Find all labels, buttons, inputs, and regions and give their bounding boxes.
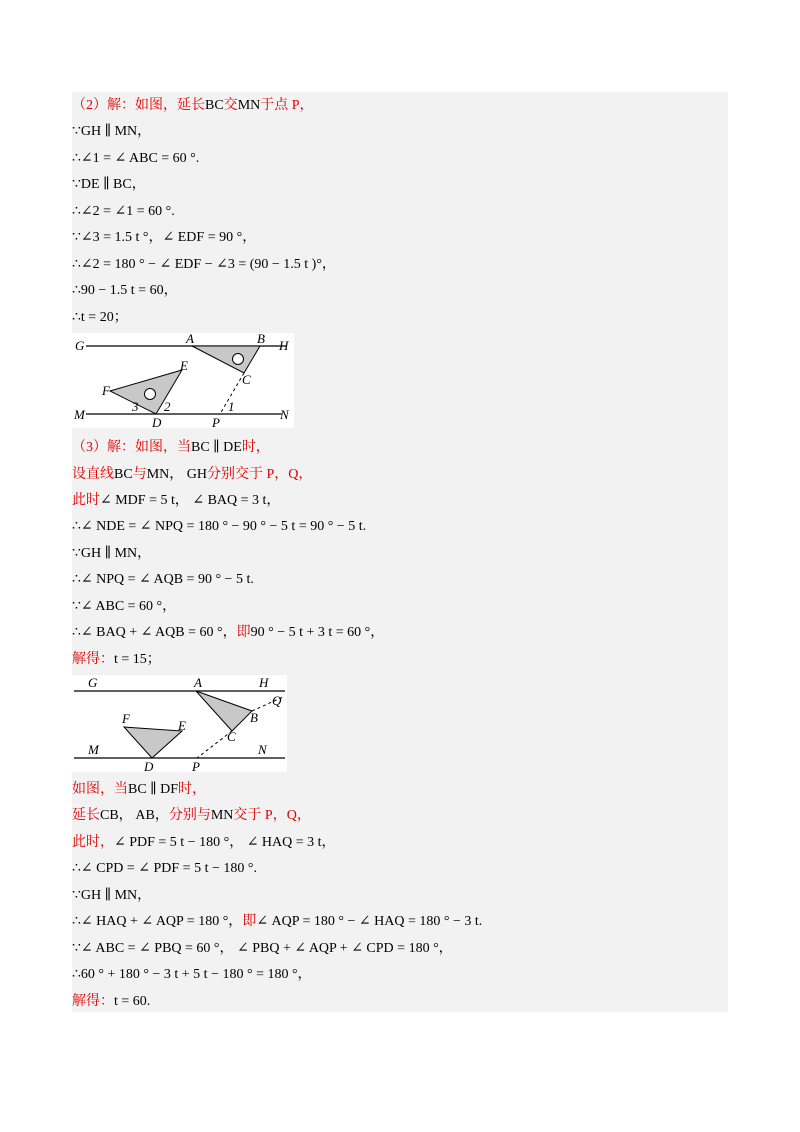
label-f: F <box>122 711 130 726</box>
solution-annotation: 此时， <box>72 835 114 850</box>
solution-line <box>72 936 453 962</box>
solution-math: t = 60. <box>114 994 151 1009</box>
solution-math: ∴∠2 = ∠1 = 60 °. <box>72 204 175 219</box>
solution-math: ∵∠ ABC = ∠ PBQ = 60 °， ∠ PBQ + ∠ AQP + ∠ CPD = 180 °， <box>72 941 453 956</box>
solution-math: ∵GH ∥ MN， <box>72 546 152 561</box>
label-d: D <box>144 759 154 772</box>
label-e: E <box>178 718 186 733</box>
solution-math: ∠ AQP = 180 ° − ∠ HAQ = 180 ° − 3 t. <box>256 914 483 929</box>
figure-2 <box>72 675 287 772</box>
solution-line <box>72 225 256 251</box>
solution-math: MN <box>210 808 234 823</box>
solution-math: ∵DE ∥ BC， <box>72 177 146 192</box>
label-n: N <box>258 742 267 757</box>
label-n: N <box>280 407 289 422</box>
figure-1 <box>72 333 294 428</box>
solution-annotation: 设直线 <box>72 467 114 482</box>
solution-math: ∴t = 20； <box>72 310 128 325</box>
solution-math: t = 15； <box>114 652 161 667</box>
solution-math: ∴∠2 = 180 ° − ∠ EDF − ∠3 = (90 − 1.5 t )°， <box>72 257 336 272</box>
solution-math: 90 ° − 5 t + 3 t = 60 °， <box>250 625 385 640</box>
solution-annotation: 即 <box>236 625 251 640</box>
solution-math: MN， GH <box>146 467 207 482</box>
solution-line <box>72 278 178 304</box>
circle-marker <box>145 389 156 400</box>
solution-line <box>72 594 176 620</box>
label-p: P <box>192 759 200 772</box>
solution-math: ∴∠1 = ∠ ABC = 60 °. <box>72 151 200 166</box>
solution-line <box>72 962 312 988</box>
label-f: F <box>102 383 110 398</box>
solution-math: ∴90 − 1.5 t = 60， <box>72 283 178 298</box>
solution-annotation: 解得： <box>72 652 114 667</box>
label-a: A <box>186 333 194 346</box>
solution-annotation: 分别与 <box>168 808 211 823</box>
solution-line <box>72 93 314 119</box>
solution-line <box>72 883 151 909</box>
solution-annotation: （2）解：如图，延长 <box>72 98 205 113</box>
solution-line <box>72 514 366 540</box>
solution-math: ∴∠ BAQ + ∠ AQB = 60 °， <box>72 625 237 640</box>
label-c: C <box>242 372 251 387</box>
solution-line <box>72 146 199 172</box>
solution-line <box>72 777 206 803</box>
solution-annotation: 解得： <box>72 994 114 1009</box>
solution-math: ∴∠ HAQ + ∠ AQP = 180 °， <box>72 914 243 929</box>
solution-math: ∵GH ∥ MN， <box>72 124 152 139</box>
solution-annotation: 时， <box>241 440 270 455</box>
label-c: C <box>227 729 236 744</box>
label-q: Q <box>272 693 282 708</box>
solution-annotation: （3）解：如图，当 <box>72 440 191 455</box>
solution-math: ∴∠ CPD = ∠ PDF = 5 t − 180 °. <box>72 861 257 876</box>
label-d: D <box>152 415 162 428</box>
label-e: E <box>180 358 188 373</box>
label-h: H <box>259 675 269 690</box>
solution-line <box>72 647 161 673</box>
solution-math: MN <box>237 98 261 113</box>
solution-annotation: 交于 P，Q， <box>233 808 311 823</box>
label-h: H <box>279 338 289 353</box>
solution-line <box>72 541 151 567</box>
label-m: M <box>88 742 99 757</box>
solution-line <box>72 567 254 593</box>
solution-math: BC ∥ DF <box>128 782 179 797</box>
solution-math: ∠ PDF = 5 t − 180 °， ∠ HAQ = 3 t， <box>114 835 336 850</box>
solution-line <box>72 909 482 935</box>
solution-annotation: 分别交于 P，Q， <box>206 467 313 482</box>
label-angle-2: 2 <box>164 399 171 414</box>
solution-math: ∴∠ NPQ = ∠ AQB = 90 ° − 5 t. <box>72 572 254 587</box>
solution-line <box>72 172 146 198</box>
solution-line <box>72 620 384 646</box>
solution-line <box>72 435 270 461</box>
solution-line <box>72 462 312 488</box>
label-g: G <box>88 675 98 690</box>
solution-math: ∴60 ° + 180 ° − 3 t + 5 t − 180 ° = 180 °， <box>72 967 312 982</box>
solution-math: ∠ MDF = 5 t， ∠ BAQ = 3 t， <box>100 493 281 508</box>
solution-line <box>72 305 128 331</box>
circle-marker <box>233 354 244 365</box>
solution-annotation: 如图，当 <box>72 782 128 797</box>
solution-annotation: 时， <box>178 782 207 797</box>
solution-math: BC <box>114 467 133 482</box>
solution-line <box>72 830 336 856</box>
solution-annotation: 此时 <box>72 493 100 508</box>
label-g: G <box>75 338 85 353</box>
solution-line <box>72 252 336 278</box>
label-p: P <box>212 415 220 428</box>
solution-line <box>72 989 150 1015</box>
label-b: B <box>250 710 258 725</box>
solution-math: ∵GH ∥ MN， <box>72 888 152 903</box>
solution-annotation: 即 <box>242 914 257 929</box>
solution-math: BC ∥ DE <box>191 440 242 455</box>
solution-line <box>72 488 280 514</box>
solution-math: BC <box>205 98 224 113</box>
solution-annotation: 于点 P， <box>260 98 314 113</box>
solution-line <box>72 856 257 882</box>
solution-line <box>72 803 311 829</box>
solution-math: ∴∠ NDE = ∠ NPQ = 180 ° − 90 ° − 5 t = 90 ° − 5 t. <box>72 519 367 534</box>
solution-math: ∵∠3 = 1.5 t °，∠ EDF = 90 °， <box>72 230 257 245</box>
label-a: A <box>194 675 202 690</box>
label-angle-3: 3 <box>132 399 139 414</box>
solution-annotation: 交 <box>223 98 238 113</box>
solution-line <box>72 199 175 225</box>
solution-math: ∵∠ ABC = 60 °， <box>72 599 177 614</box>
solution-line <box>72 119 151 145</box>
solution-math: CB， AB， <box>100 808 169 823</box>
label-angle-1: 1 <box>228 399 235 414</box>
solution-annotation: 与 <box>132 467 147 482</box>
label-b: B <box>257 333 265 346</box>
solution-annotation: 延长 <box>72 808 100 823</box>
label-m: M <box>74 407 85 422</box>
